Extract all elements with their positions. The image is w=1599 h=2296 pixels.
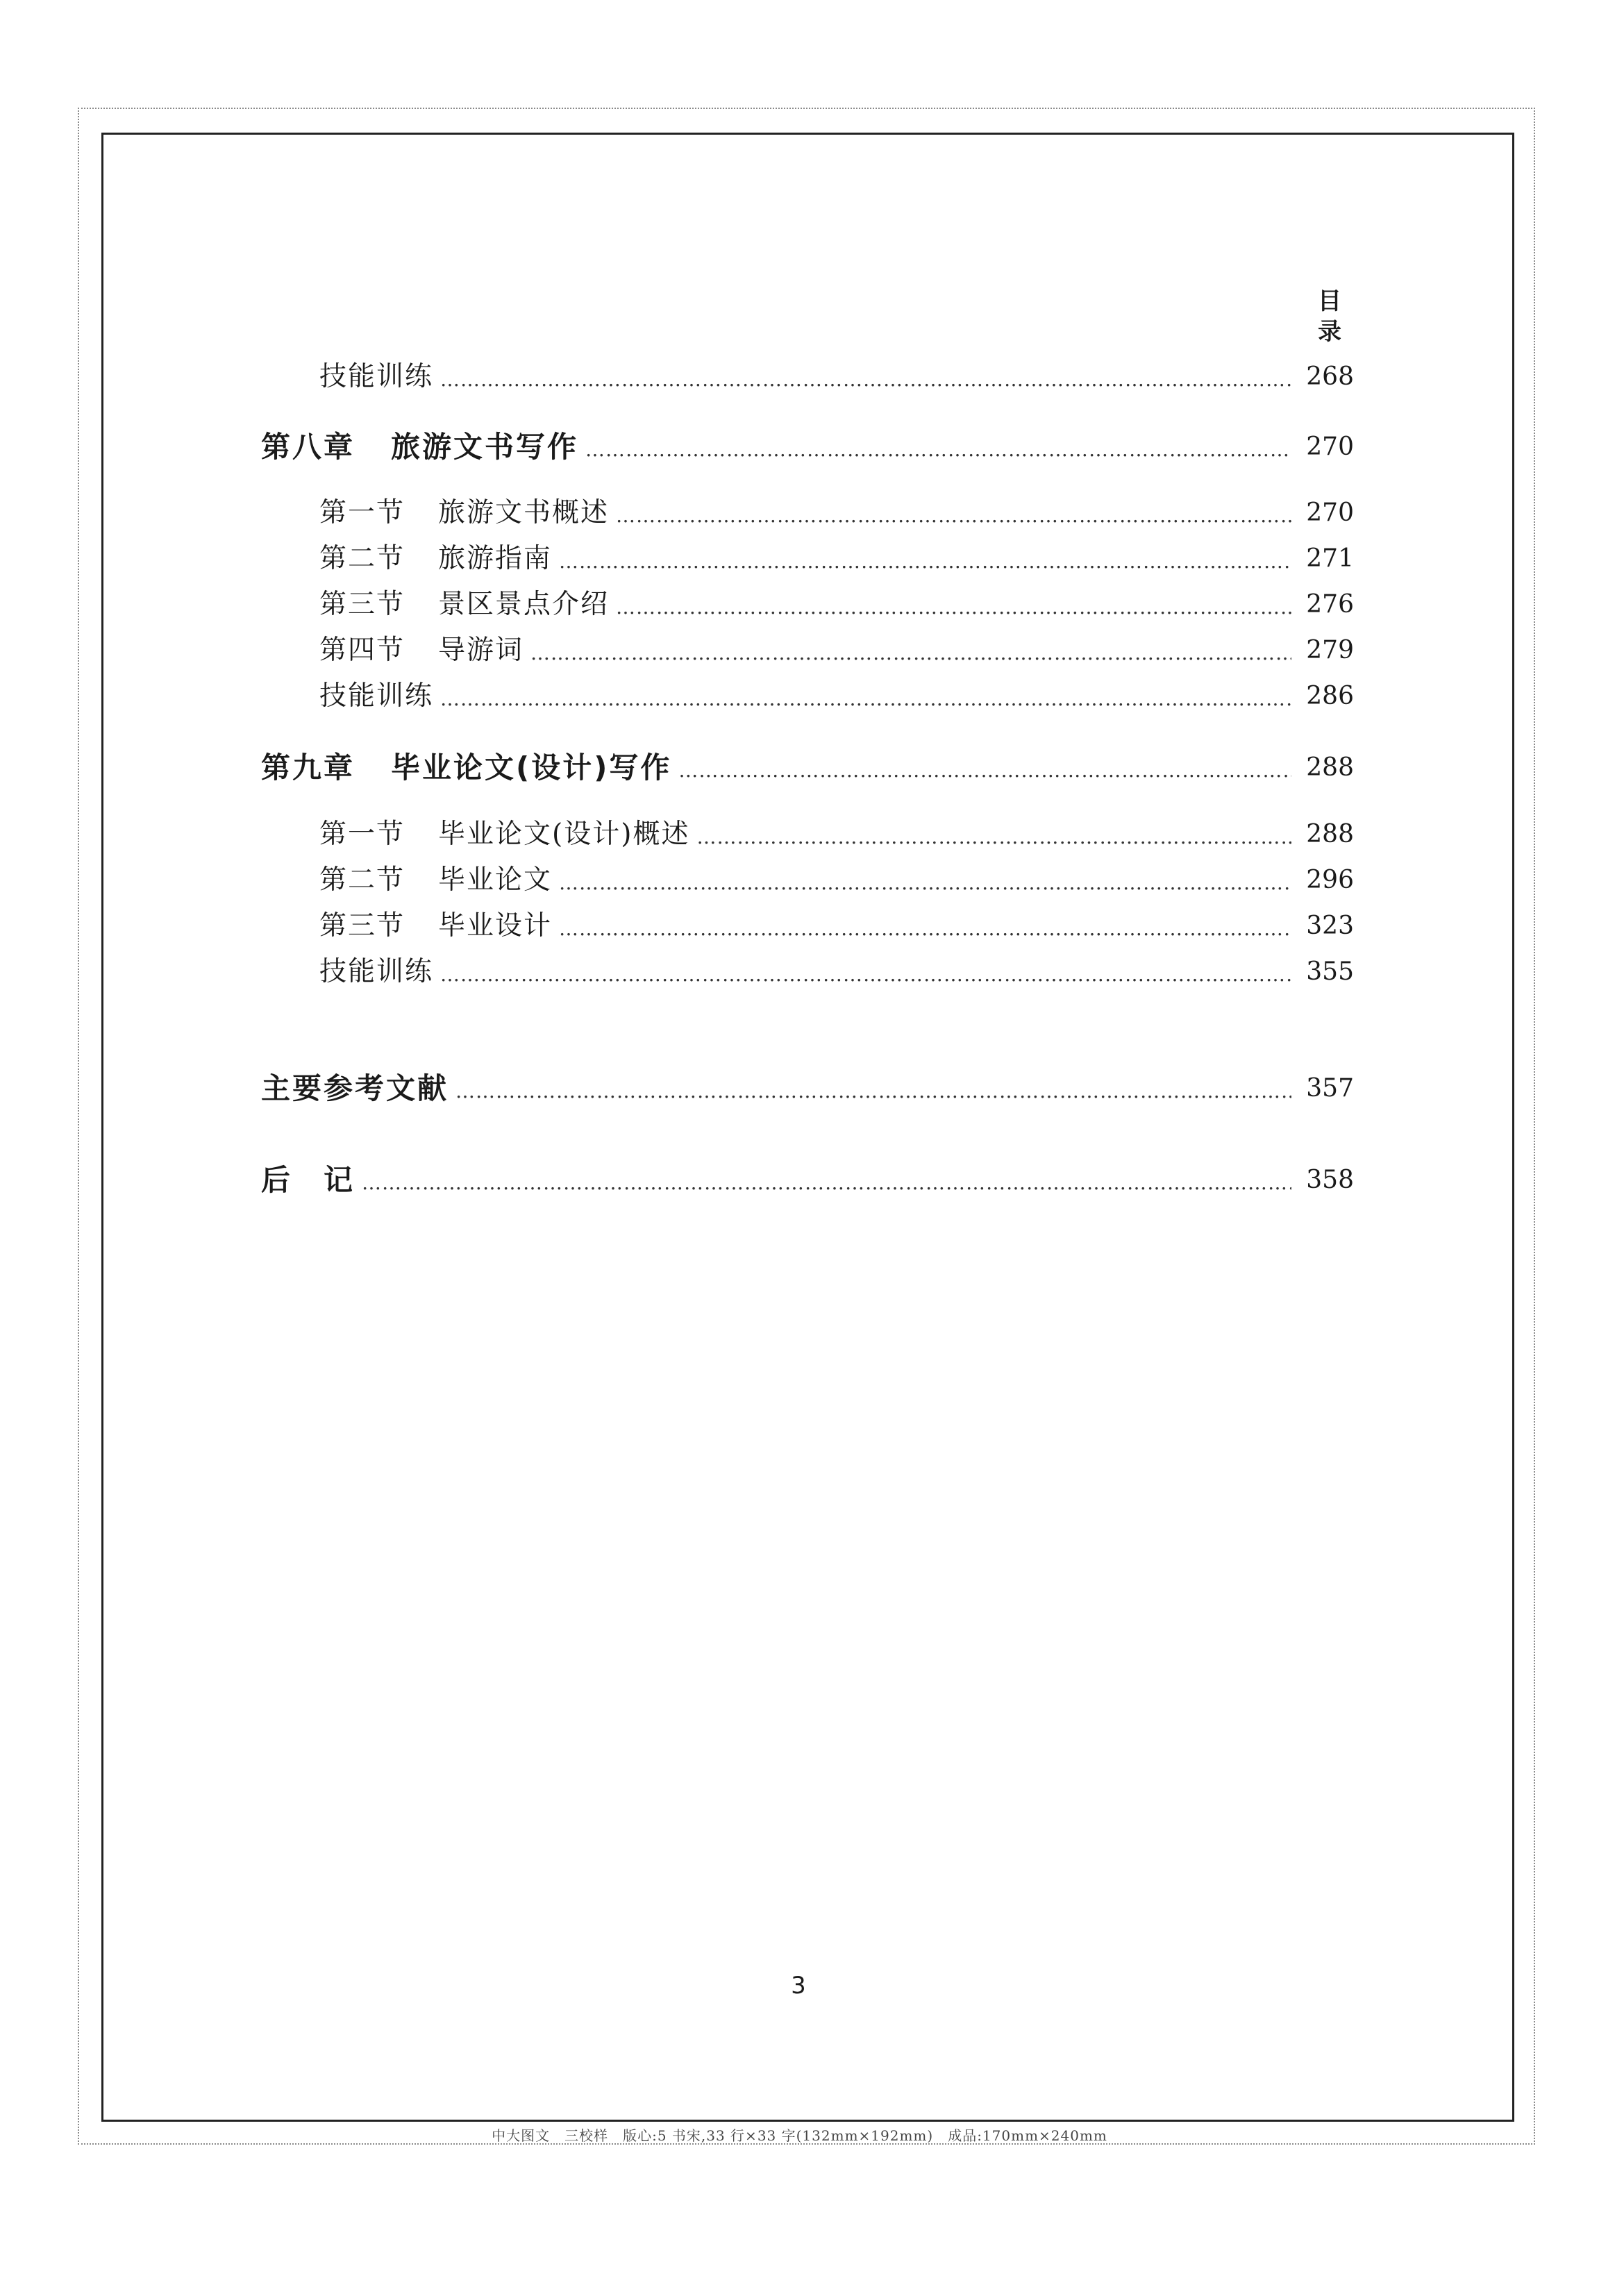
toc-entry[interactable] xyxy=(261,1161,1354,1200)
toc-entry[interactable] xyxy=(319,861,1354,900)
entry-title: 后 记 xyxy=(261,1163,355,1197)
entry-title: 技能训练 xyxy=(319,361,434,392)
toc-entry[interactable] xyxy=(261,1069,1354,1108)
entry-title: 毕业论文 xyxy=(438,864,553,896)
entry-page: 270 xyxy=(1306,498,1354,527)
dot-leader xyxy=(559,907,1291,946)
entry-title: 毕业设计 xyxy=(438,910,553,941)
entry-page: 270 xyxy=(1306,433,1354,461)
entry-title: 主要参考文献 xyxy=(261,1071,449,1105)
entry-title: 毕业论文(设计)写作 xyxy=(391,751,672,785)
page-number: 3 xyxy=(791,1972,806,2000)
entry-page: 357 xyxy=(1306,1074,1354,1103)
entry-page: 288 xyxy=(1306,753,1354,782)
toc-entry[interactable] xyxy=(319,539,1354,578)
dot-leader xyxy=(559,861,1291,900)
dot-leader xyxy=(696,815,1291,854)
running-head: 目 录 xyxy=(1318,287,1354,346)
entry-title: 景区景点介绍 xyxy=(438,589,610,620)
entry-page: 286 xyxy=(1306,682,1354,710)
entry-title: 技能训练 xyxy=(319,680,434,712)
entry-label: 第一节 xyxy=(319,819,405,850)
dot-leader xyxy=(440,358,1291,396)
toc-entry[interactable] xyxy=(261,748,1354,787)
entry-label: 第九章 xyxy=(261,751,355,785)
entry-title: 旅游文书概述 xyxy=(438,497,610,528)
entry-label: 第四节 xyxy=(319,635,405,666)
entry-title: 旅游指南 xyxy=(438,543,553,574)
print-imprint: 中大图文 三校样 版心:5 书宋,33 行×33 字(132mm×192mm) 成品:170mm×240mm xyxy=(492,2127,1107,2144)
entry-page: 288 xyxy=(1306,820,1354,848)
entry-label: 第二节 xyxy=(319,543,405,574)
toc-entry[interactable] xyxy=(319,907,1354,946)
entry-title: 技能训练 xyxy=(319,956,434,987)
entry-title: 毕业论文(设计)概述 xyxy=(438,819,690,850)
entry-label: 第二节 xyxy=(319,864,405,896)
dot-leader xyxy=(530,631,1291,670)
entry-page: 279 xyxy=(1306,636,1354,664)
toc-entry[interactable] xyxy=(319,358,1354,396)
entry-label: 第一节 xyxy=(319,497,405,528)
toc-entry[interactable] xyxy=(319,494,1354,533)
dot-leader xyxy=(440,953,1291,991)
entry-label: 第八章 xyxy=(261,430,355,464)
entry-label: 第三节 xyxy=(319,589,405,620)
entry-page: 271 xyxy=(1306,544,1354,573)
toc-entry[interactable] xyxy=(319,631,1354,670)
toc-entry[interactable] xyxy=(319,815,1354,854)
dot-leader xyxy=(559,539,1291,578)
dot-leader xyxy=(455,1069,1291,1108)
dot-leader xyxy=(616,494,1291,533)
toc-entry[interactable] xyxy=(319,953,1354,991)
entry-title: 旅游文书写作 xyxy=(391,430,579,464)
entry-label: 第三节 xyxy=(319,910,405,941)
dot-leader xyxy=(616,585,1291,624)
dot-leader xyxy=(678,748,1291,787)
entry-page: 296 xyxy=(1306,866,1354,894)
entry-title: 导游词 xyxy=(438,635,524,666)
entry-page: 323 xyxy=(1306,912,1354,940)
toc-entry[interactable] xyxy=(319,585,1354,624)
dot-leader xyxy=(440,677,1291,716)
toc-entry[interactable] xyxy=(319,677,1354,716)
entry-page: 358 xyxy=(1306,1166,1354,1194)
toc-entry[interactable] xyxy=(261,428,1354,467)
entry-page: 355 xyxy=(1306,957,1354,986)
entry-page: 276 xyxy=(1306,590,1354,619)
entry-page: 268 xyxy=(1306,362,1354,391)
dot-leader xyxy=(362,1161,1291,1200)
dot-leader xyxy=(585,428,1291,467)
